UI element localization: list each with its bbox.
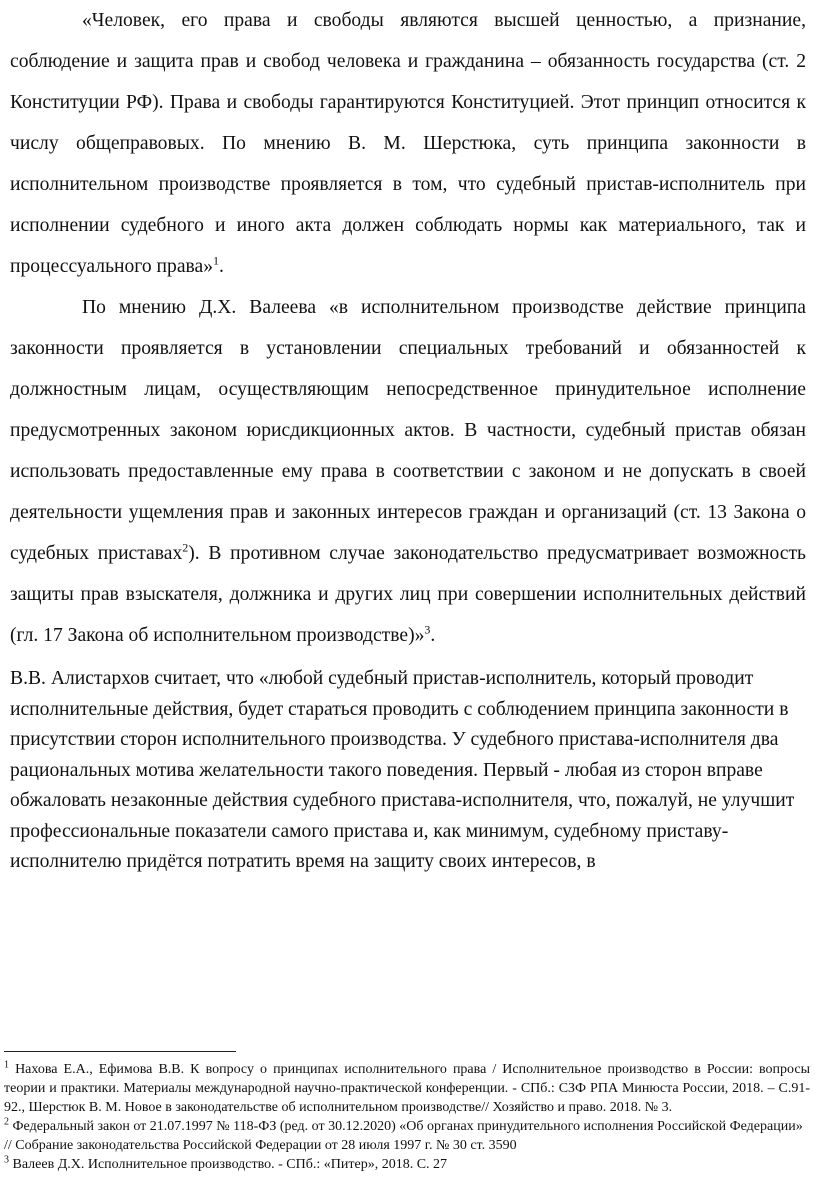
footnote-separator bbox=[4, 1051, 236, 1052]
paragraph-2-end: . bbox=[430, 625, 436, 646]
main-text bbox=[10, 0, 806, 878]
footnotes bbox=[4, 1060, 810, 1174]
footnote-number: 2 bbox=[4, 1116, 9, 1128]
paragraph-2 bbox=[10, 287, 806, 656]
paragraph-3: В.В. Алистархов считает, что «любой судебный пристав-исполнитель, который проводит исполнительные действия, будет стараться проводить с соблюдением принципа законности в присутствии сторон исполнительного производства. У судебного пристава-исполнителя два рациональных мотива желательности такого поведения. Первый - любая из сторон вправе обжаловать незаконные действия судебного пристава-исполнителя, что, пожалуй, не улучшит профессиональные показатели самого пристава и, как минимум, судебному приставу-исполнителю придётся потратить время на защиту своих интересов, в bbox=[10, 668, 795, 872]
paragraph-2-text-b: ). В противном случае законодательство предусматривает возможность защиты прав взыскателя, должника и других лиц при совершении исполнительных действий (гл. 17 Закона об исполнительном производстве)» bbox=[10, 543, 806, 646]
footnote-1 bbox=[4, 1060, 810, 1117]
footnote-3 bbox=[4, 1155, 810, 1174]
footnote-ref-3[interactable]: 3 bbox=[424, 622, 431, 637]
paragraph-1 bbox=[10, 0, 806, 287]
paragraph-1-text: «Человек, его права и свободы являются высшей ценностью, а признание, соблюдение и защита прав и свобод человека и гражданина – обязанность государства (ст. 2 Конституции РФ). Права и свободы гарантируются Конституцией. Этот принцип относится к числу общеправовых. По мнению В. М. Шерстюка, суть принципа законности в исполнительном производстве проявляется в том, что судебный пристав-исполнитель при исполнении судебного и иного акта должен соблюдать нормы как материального, так и процессуального права» bbox=[10, 10, 806, 277]
footnote-ref-2[interactable]: 2 bbox=[182, 540, 189, 555]
footnote-number: 3 bbox=[4, 1154, 9, 1166]
footnote-text: Валеев Д.Х. Исполнительное производство. - СПб.: «Питер», 2018. С. 27 bbox=[12, 1157, 448, 1172]
paragraph-1-end: . bbox=[219, 256, 224, 277]
footnote-text: Нахова Е.А., Ефимова В.В. К вопросу о принципах исполнительного права / Исполнительное производство в России: вопросы теории и практики. Материалы международной научно-практической конференции. - СПб.: СЗФ РПА Минюста России, 2018. – С.91-92., Шерстюк В. М. Новое в законодательстве об исполнительном производстве// Хозяйство и право. 2018. № 3. bbox=[4, 1062, 810, 1115]
footnote-ref-1[interactable]: 1 bbox=[213, 253, 219, 268]
footnote-2 bbox=[4, 1117, 810, 1155]
footnote-number: 1 bbox=[4, 1059, 9, 1071]
paragraph-2-text-a: По мнению Д.Х. Валеева «в исполнительном производстве действие принципа законности проявляется в установлении специальных требований и обязанностей к должностным лицам, осуществляющим непосредственное принудительное исполнение предусмотренных законом юрисдикционных актов. В частности, судебный пристав обязан использовать предоставленные ему права в соответствии с законом и не допускать в своей деятельности ущемления прав и законных интересов граждан и организаций (ст. 13 Закона о судебных приставах bbox=[10, 297, 806, 564]
footnote-text: Федеральный закон от 21.07.1997 № 118-ФЗ (ред. от 30.12.2020) «Об органах принудительного исполнения Российской Федерации» // Собрание законодательства Российской Федерации от 28 июля 1997 г. № 30 ст. 3590 bbox=[4, 1119, 803, 1153]
